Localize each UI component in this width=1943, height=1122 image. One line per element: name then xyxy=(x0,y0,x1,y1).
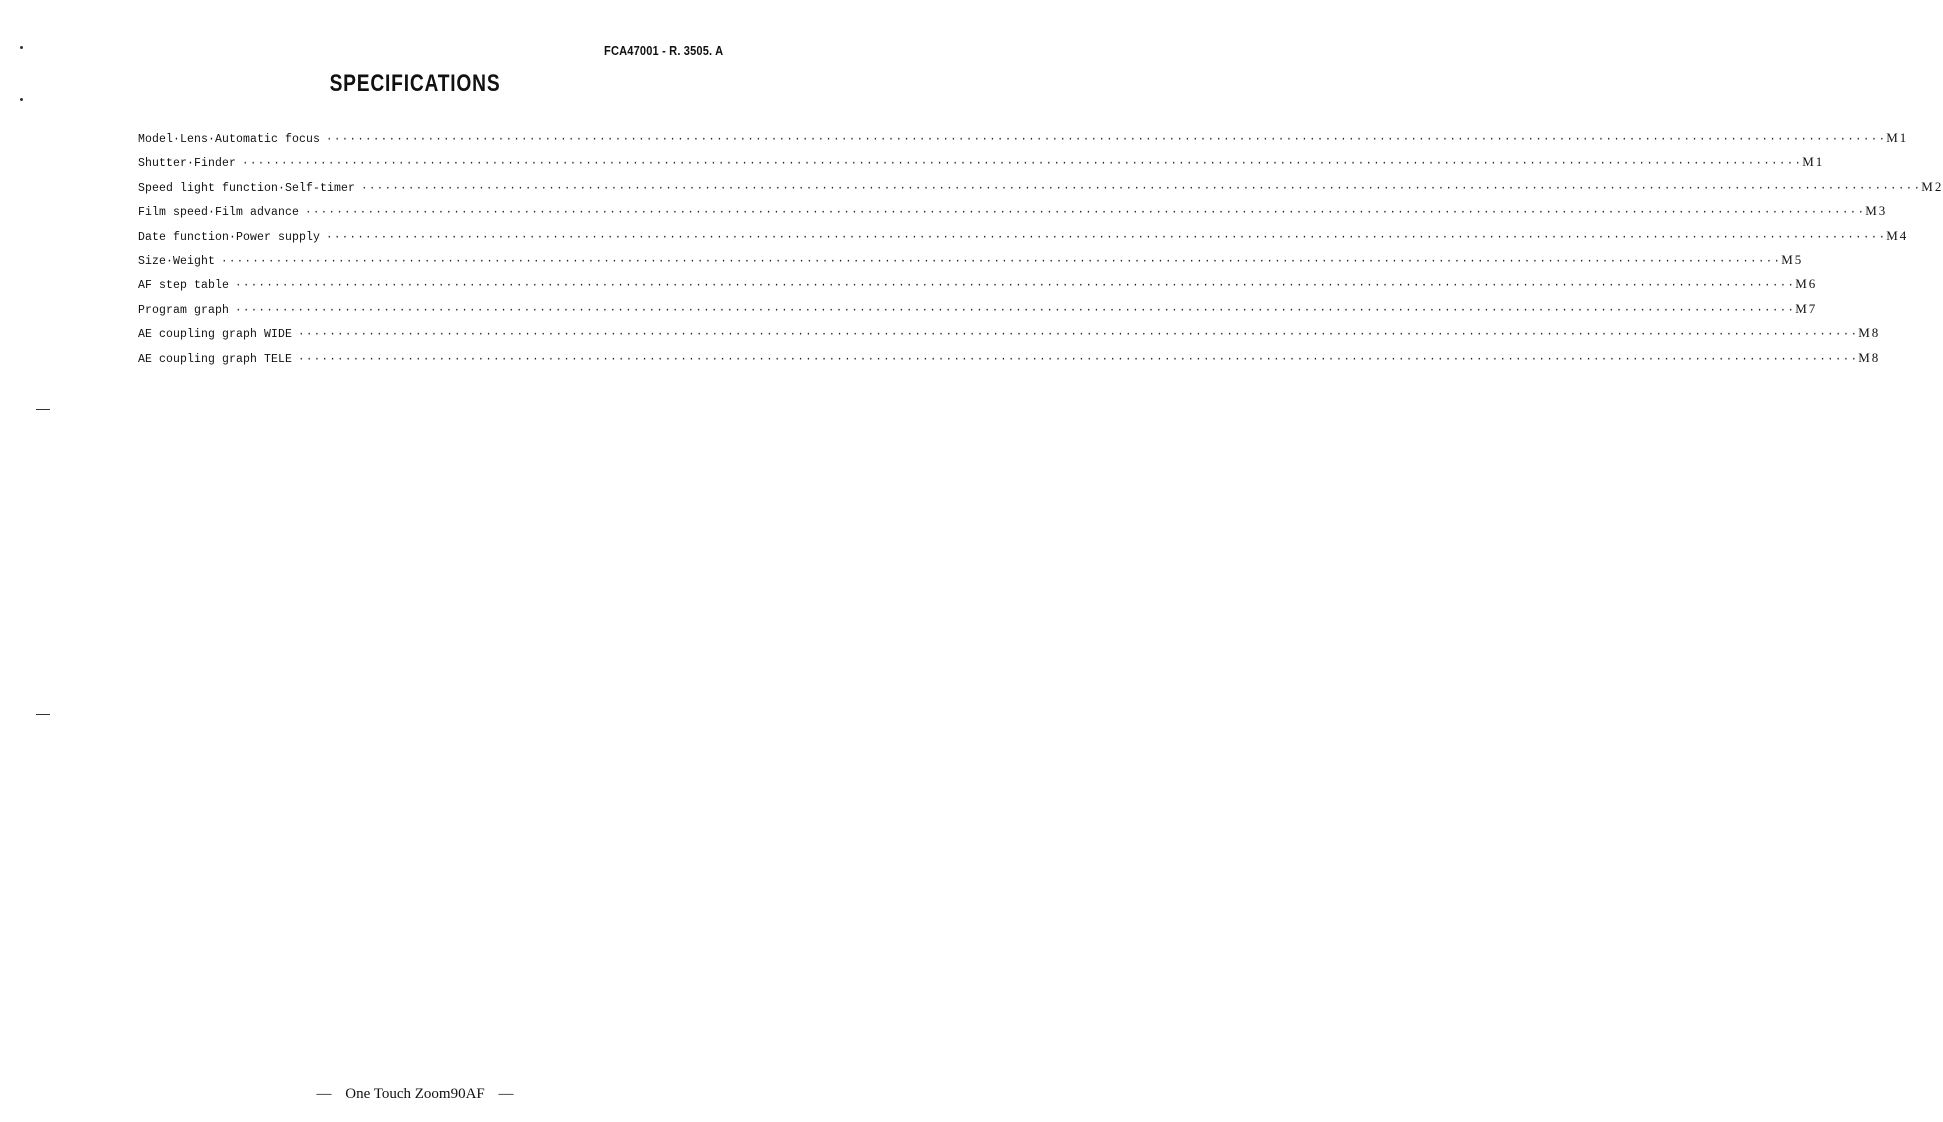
toc-entry-label: Size·Weight xyxy=(138,254,216,268)
toc-entry[interactable] xyxy=(138,130,1909,154)
toc-entry-label: Program graph xyxy=(138,303,230,317)
dot-leader: ········································································································································································································ xyxy=(235,304,1796,317)
toc-entry-page: M4 xyxy=(1886,227,1909,243)
margin-dot xyxy=(20,46,23,49)
margin-dot xyxy=(20,98,23,101)
dot-leader: ········································································································································································································ xyxy=(242,158,1803,171)
margin-dash xyxy=(36,409,50,410)
toc-entry[interactable] xyxy=(138,203,1888,227)
toc-entry[interactable] xyxy=(138,178,1943,203)
toc-entry-label: AE coupling graph TELE xyxy=(138,352,293,366)
toc-entry-label: AE coupling graph WIDE xyxy=(138,328,293,342)
margin-dash xyxy=(36,714,50,715)
toc-entry-page: M5 xyxy=(1781,251,1804,267)
toc-entry-label: Model·Lens·Automatic focus xyxy=(138,133,321,146)
footer-dash-left: — xyxy=(316,1086,332,1102)
dot-leader: ········································································································································································································ xyxy=(305,207,1866,220)
toc-entry-label: AF step table xyxy=(138,279,230,293)
toc-entry-page: M8 xyxy=(1858,349,1881,365)
dot-leader: ········································································································································································································ xyxy=(326,134,1887,146)
page-footer xyxy=(0,1086,830,1103)
dot-leader: ········································································································································································································ xyxy=(221,255,1782,268)
page-title: SPECIFICATIONS xyxy=(329,70,501,97)
toc-entry-label: Speed light function·Self-timer xyxy=(138,181,356,195)
toc-entry[interactable] xyxy=(138,325,1881,349)
toc-entry-label: Date function·Power supply xyxy=(138,230,321,244)
toc-entry[interactable] xyxy=(138,251,1804,276)
footer-dash-right: — xyxy=(498,1086,514,1102)
toc-entry-page: M1 xyxy=(1802,154,1825,170)
document-code: FCA47001 - R. 3505. A xyxy=(603,43,723,58)
dot-leader: ········································································································································································································ xyxy=(298,329,1859,342)
toc-entry-label: Film speed·Film advance xyxy=(138,206,300,220)
toc-entry[interactable] xyxy=(138,300,1818,325)
footer-model-name: One Touch Zoom90AF xyxy=(345,1086,485,1102)
dot-leader: ········································································································································································································ xyxy=(361,182,1922,195)
toc-entry-page: M3 xyxy=(1865,203,1888,219)
toc-entry-page: M8 xyxy=(1858,325,1881,341)
toc-entry[interactable] xyxy=(138,227,1909,252)
toc-entry-page: M2 xyxy=(1921,178,1943,194)
toc-entry-label: Shutter·Finder xyxy=(138,157,237,171)
dot-leader: ········································································································································································································ xyxy=(298,353,1859,366)
toc-entry-page: M6 xyxy=(1795,276,1818,292)
table-of-contents xyxy=(138,130,1943,374)
toc-entry-page: M1 xyxy=(1886,130,1909,145)
toc-entry[interactable] xyxy=(138,349,1881,374)
toc-entry[interactable] xyxy=(138,276,1818,300)
dot-leader: ········································································································································································································ xyxy=(235,280,1796,293)
toc-entry-page: M7 xyxy=(1795,300,1818,316)
dot-leader: ········································································································································································································ xyxy=(326,231,1887,244)
toc-entry[interactable] xyxy=(138,154,1825,178)
